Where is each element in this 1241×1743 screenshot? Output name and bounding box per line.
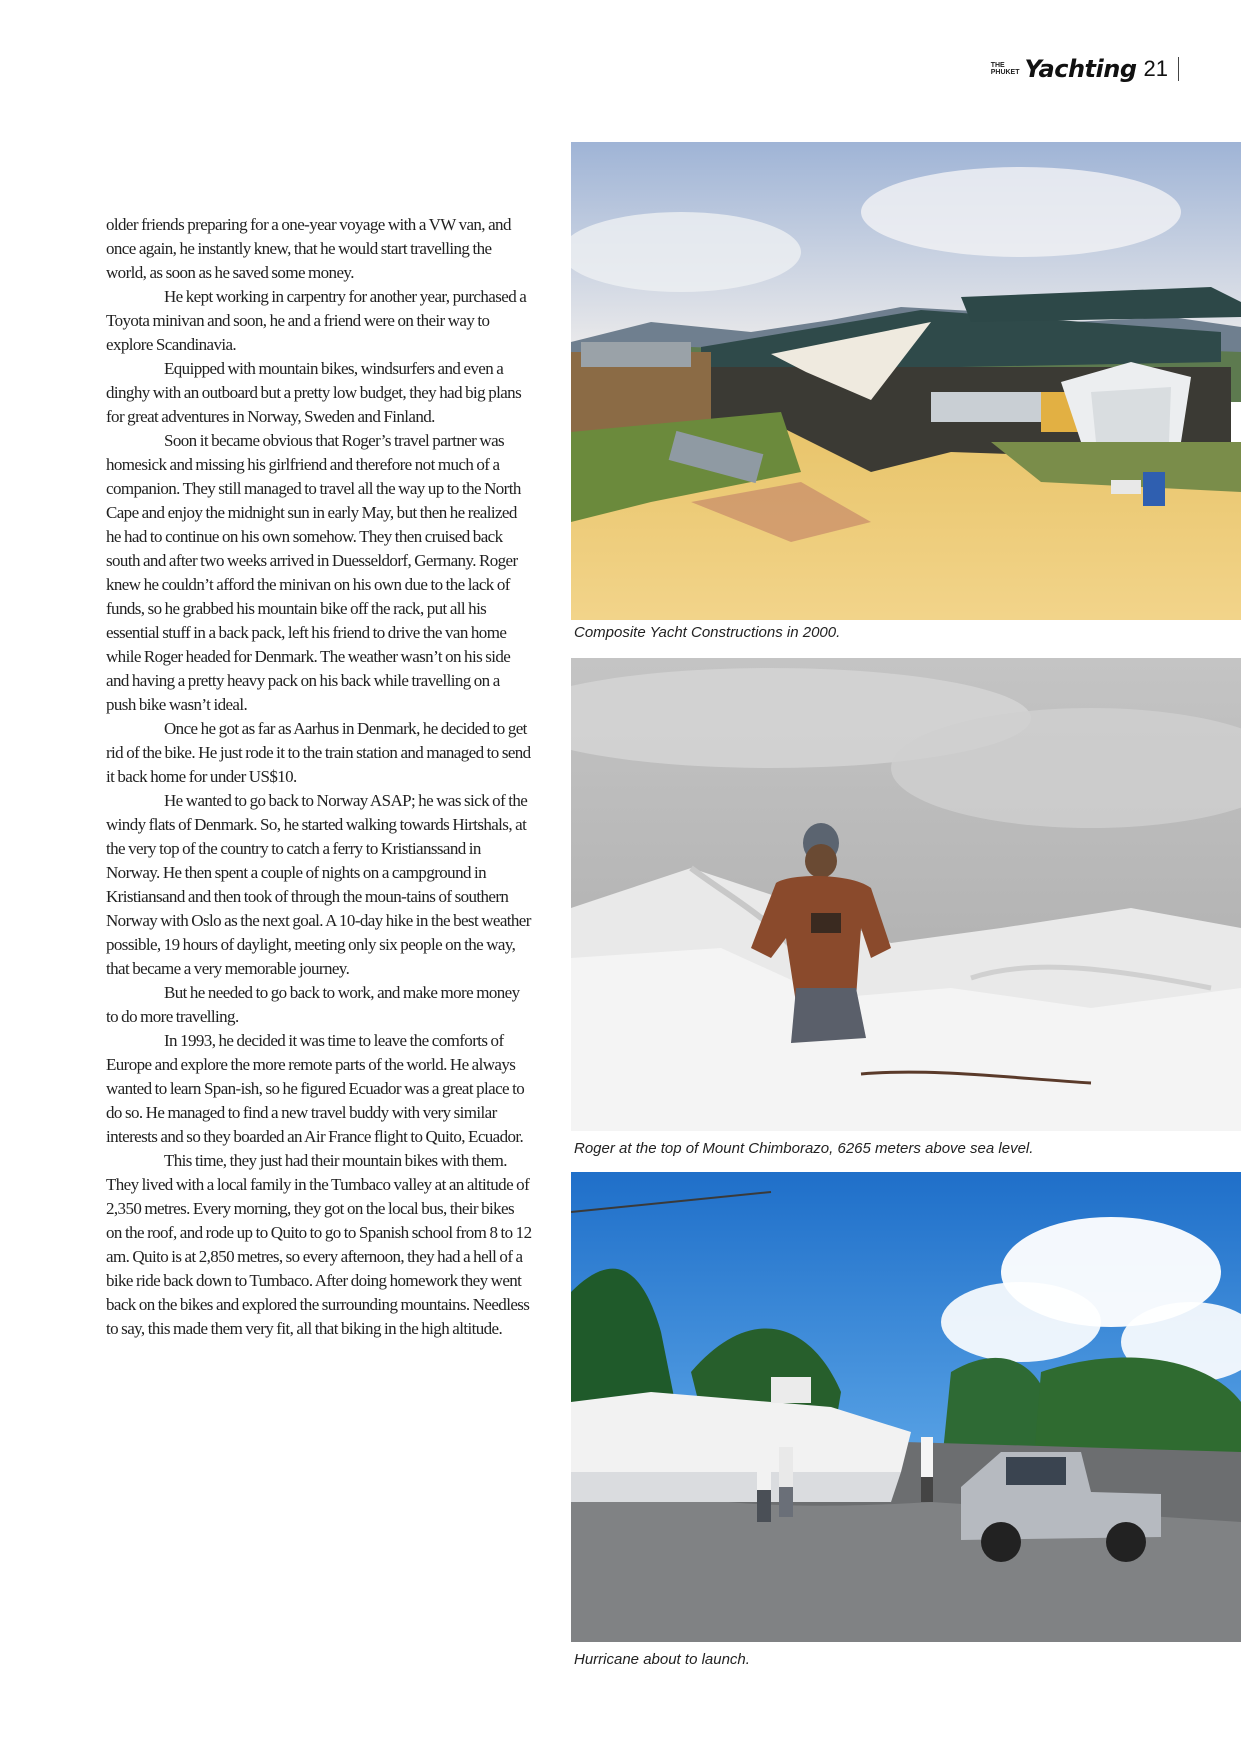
brand-small-line-2: PHUKET — [990, 69, 1020, 76]
page-number: 21 — [1143, 56, 1168, 81]
launch-illustration — [571, 1172, 1241, 1642]
paragraph: Soon it became obvious that Roger’s travel partner was homesick and missing his girlfriend and therefore not much of a companion. They still managed to travel all the way up to the North Cape and enjoy the midnight sun in early May, but then he realized he had to continue on his own somehow. They then cruised back south and after two weeks arrived in Duesseldorf, Germany. Roger knew he couldn’t afford the minivan on his own due to the lack of funds, so he grabbed his mountain bike off the rack, put all his essential stuff in a back pack, left his friend to drive the van home while Roger headed for Denmark. The weather wasn’t on his side and having a pretty heavy pack on his back while travelling on a push bike wasn’t ideal. — [106, 431, 521, 714]
caption-mountain: Roger at the top of Mount Chimborazo, 6265 meters above sea level. — [574, 1140, 1034, 1157]
photo-launch — [571, 1172, 1241, 1642]
paragraph: Equipped with mountain bikes, windsurfers and even a dinghy with an outboard but a pretty low budget, they had big plans for great adventures in Norway, Sweden and Finland. — [106, 359, 522, 426]
boatyard-illustration — [571, 142, 1241, 620]
paragraph: Once he got as far as Aarhus in Denmark, he decided to get rid of the bike. He just rode it to the train station and managed to send it back home for under US$10. — [106, 719, 531, 786]
paragraph: This time, they just had their mountain bikes with them. They lived with a local family in the Tumbaco valley at an altitude of 2,350 metres. Every morning, they got on the local bus, their bikes on the roof, and rode up to Quito to go to Spanish school from 8 to 12 am. Quito is at 2,850 metres, so every afternoon, they had a hell of a bike ride back down to Tumbaco. After doing homework they went back on the bikes and explored the surrounding mountains. Needless to say, this made them very fit, all that biking in the high altitude. — [106, 1151, 532, 1338]
paragraph: But he needed to go back to work, and make more money to do more travelling. — [106, 983, 520, 1026]
photo-mountain — [571, 658, 1241, 1131]
paragraph: He wanted to go back to Norway ASAP; he was sick of the windy flats of Denmark. So, he started walking towards Hirtshals, at the very top of the country to catch a ferry to Kristianssand in Norway. He then spent a couple of nights on a campground in Kristiansand and then took of through the moun-tains of southern Norway with Oslo as the next goal. A 10-day hike in the best weather possible, 19 hours of daylight, meeting only six people on the way, that became a very memorable journey. — [106, 791, 531, 978]
article-body — [106, 213, 532, 1341]
caption-launch: Hurricane about to launch. — [574, 1651, 750, 1668]
masthead — [991, 55, 1179, 83]
paragraph: He kept working in carpentry for another year, purchased a Toyota minivan and soon, he and a friend were on their way to explore Scandinavia. — [106, 287, 527, 354]
brand-logo: Yachting — [1024, 55, 1137, 83]
caption-boatyard: Composite Yacht Constructions in 2000. — [574, 624, 841, 641]
paragraph: older friends preparing for a one-year voyage with a VW van, and once again, he instantly knew, that he would start travelling the world, as soon as he saved some money. — [106, 215, 511, 282]
header-rule — [1178, 57, 1179, 81]
brand-small-text — [991, 62, 1020, 76]
mountain-illustration — [571, 658, 1241, 1131]
brand-small-line-1: THE — [990, 62, 1005, 69]
paragraph: In 1993, he decided it was time to leave the comforts of Europe and explore the more remote parts of the world. He always wanted to learn Span-ish, so he figured Ecuador was a great place to do so. He managed to find a new travel buddy with very similar interests and so they boarded an Air France flight to Quito, Ecuador. — [106, 1031, 525, 1146]
photo-boatyard — [571, 142, 1241, 620]
